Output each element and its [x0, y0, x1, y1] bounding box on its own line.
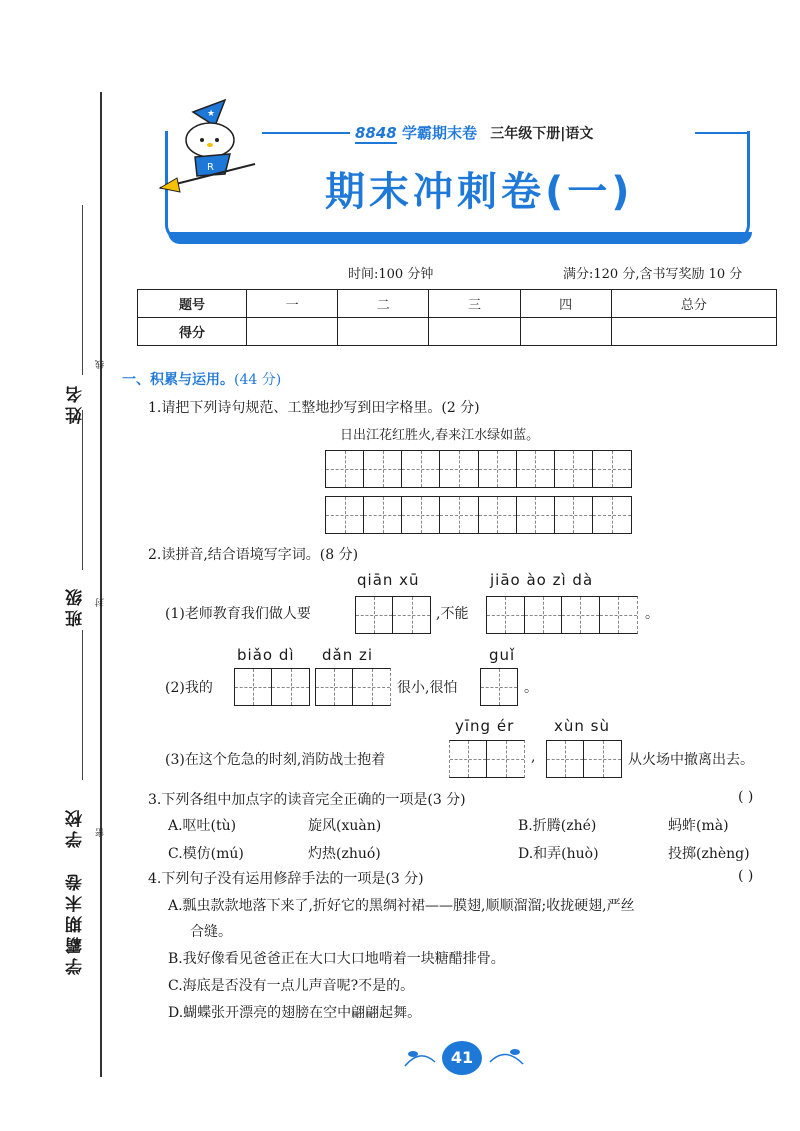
- secret-mark: 密: [96, 828, 106, 837]
- seal-mark: 封: [96, 598, 106, 607]
- series-label: 学霸期末卷: [66, 870, 86, 975]
- school-label: 学校: [66, 806, 86, 848]
- q3-option-d1: D.和弄(huò): [518, 846, 599, 862]
- brand-number: 8848: [355, 124, 397, 142]
- table-cell: 四: [520, 290, 611, 318]
- table-row: [138, 318, 777, 346]
- pinyin-gui: guǐ: [489, 646, 516, 664]
- table-cell: 二: [338, 290, 429, 318]
- question-4: 4.下列句子没有运用修辞手法的一项是(3 分): [148, 871, 424, 887]
- q3-option-a1: A.呕吐(tù): [168, 818, 237, 834]
- answer-grid-xunsu[interactable]: [546, 740, 622, 778]
- q4-option-d: D.蝴蝶张开漂亮的翅膀在空中翩翩起舞。: [168, 1005, 422, 1021]
- brand-name: 学霸期末卷: [401, 124, 477, 142]
- q2-sentence-2-end: 。: [524, 680, 538, 696]
- score-table: [137, 289, 777, 346]
- class-label: 班级: [66, 585, 86, 627]
- q3-option-a2: 旋风(xuàn): [308, 818, 382, 834]
- q4-option-a-cont: 合缝。: [190, 924, 232, 940]
- q2-sentence-2-middle: 很小,很怕: [397, 680, 458, 696]
- score-input-cell[interactable]: [338, 318, 429, 346]
- class-underline: [82, 410, 83, 570]
- page-number: 41: [442, 1041, 482, 1075]
- answer-grid-gui[interactable]: [480, 668, 518, 706]
- q2-sentence-1-start: (1)老师教育我们做人要: [165, 606, 311, 622]
- line-mark: 线: [96, 360, 106, 369]
- section-title: 一、积累与运用。: [122, 372, 234, 388]
- q3-option-d2: 投掷(zhèng): [668, 846, 750, 862]
- school-underline: [82, 630, 83, 780]
- brand-rule-left: [262, 132, 350, 134]
- pinyin-biaodi: biǎo dì: [237, 646, 295, 664]
- table-cell: 一: [247, 290, 338, 318]
- q3-option-b1: B.折腾(zhé): [518, 818, 597, 834]
- q4-option-b: B.我好像看见爸爸正在大口大口地啃着一块糖醋排骨。: [168, 951, 505, 967]
- q3-option-b2: 蚂蚱(mà): [668, 818, 729, 834]
- score-input-cell[interactable]: [520, 318, 611, 346]
- section-heading: [122, 369, 281, 389]
- table-cell: 得分: [138, 318, 247, 346]
- writing-grid-row-2[interactable]: [325, 496, 632, 534]
- exam-time: 时间:100 分钟: [348, 267, 434, 282]
- q2-sentence-1-middle: ,不能: [436, 606, 469, 622]
- q3-answer-bracket[interactable]: ( ): [738, 789, 754, 805]
- answer-grid-yinger[interactable]: [449, 740, 525, 778]
- header-banner-bar: [168, 232, 752, 244]
- q2-sentence-3-end: 从火场中撤离出去。: [628, 752, 754, 768]
- mascot-cat-witch-icon: [155, 92, 270, 202]
- poem-line: 日出江花红胜火,春来江水绿如蓝。: [340, 428, 540, 443]
- question-3: 3.下列各组中加点字的读音完全正确的一项是(3 分): [148, 792, 466, 808]
- answer-grid-qianxu[interactable]: [355, 596, 431, 634]
- section-points: (44 分): [234, 372, 282, 388]
- pinyin-yinger: yīng ér: [455, 717, 515, 735]
- table-cell: 题号: [138, 290, 247, 318]
- answer-grid-jiaoaozida[interactable]: [486, 596, 638, 634]
- pinyin-jiaoaozida: jiāo ào zì dà: [490, 571, 594, 589]
- name-underline: [82, 205, 83, 375]
- question-1: 1.请把下列诗句规范、工整地抄写到田字格里。(2 分): [148, 400, 480, 416]
- svg-text:R: R: [207, 162, 214, 173]
- q3-option-c2: 灼热(zhuó): [308, 846, 381, 862]
- answer-grid-biaodi[interactable]: [234, 668, 310, 706]
- brand-rule-right: [695, 132, 750, 134]
- table-row: [138, 290, 777, 318]
- table-cell: 总分: [611, 290, 776, 318]
- score-input-cell[interactable]: [611, 318, 776, 346]
- page-title: 期末冲刺卷(一): [325, 169, 634, 215]
- binding-line: [100, 92, 102, 1077]
- writing-grid-row-1[interactable]: [325, 450, 632, 488]
- score-input-cell[interactable]: [247, 318, 338, 346]
- pinyin-qianxu: qiān xū: [357, 571, 420, 589]
- q2-sentence-3-start: (3)在这个危急的时刻,消防战士抱着: [165, 752, 386, 768]
- table-cell: 三: [429, 290, 520, 318]
- svg-text:★: ★: [207, 109, 216, 119]
- q4-option-a: A.瓢虫款款地落下来了,折好它的黑绸衬裙——膜翅,顺顺溜溜;收拢硬翅,严丝: [168, 898, 635, 914]
- q4-answer-bracket[interactable]: ( ): [738, 868, 754, 884]
- name-label: 姓名: [66, 382, 86, 424]
- grade-subject: 三年级下册|语文: [490, 126, 594, 142]
- score-input-cell[interactable]: [429, 318, 520, 346]
- q2-sentence-3-middle: ,: [531, 749, 536, 765]
- q2-sentence-2-start: (2)我的: [165, 680, 213, 696]
- full-score: 满分:120 分,含书写奖励 10 分: [563, 267, 743, 282]
- q3-option-c1: C.模仿(mú): [168, 846, 244, 862]
- q2-sentence-1-end: 。: [645, 606, 659, 622]
- q4-option-c: C.海底是否没有一点儿声音呢?不是的。: [168, 978, 415, 994]
- answer-grid-danzi[interactable]: [315, 668, 391, 706]
- question-2: 2.读拼音,结合语境写字词。(8 分): [148, 547, 359, 563]
- brand-line: [355, 122, 593, 143]
- pinyin-danzi: dǎn zi: [322, 646, 374, 664]
- pinyin-xunsu: xùn sù: [554, 717, 610, 735]
